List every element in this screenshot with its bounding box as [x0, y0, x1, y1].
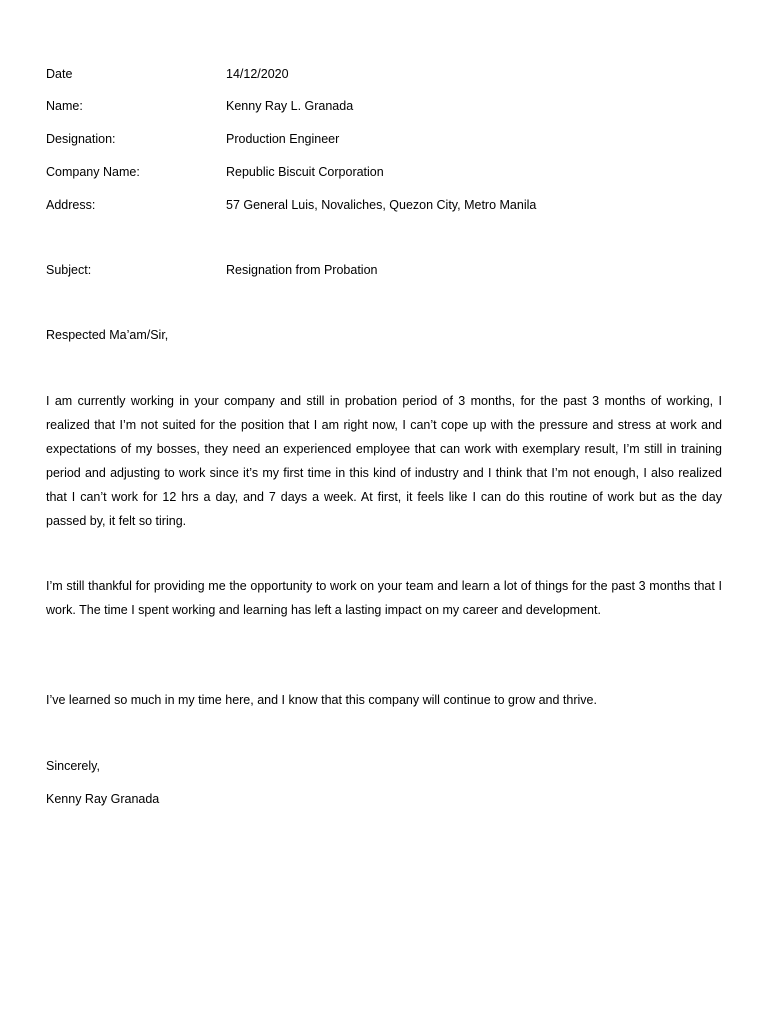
- body-paragraph-2: I’m still thankful for providing me the opportunity to work on your team and learn a lot of things for the past 3 months that I work. The time I spent working and learning has left a lasting impact on my career and development.: [46, 579, 722, 617]
- company-name-label: Company Name:: [46, 165, 140, 179]
- name-row: [46, 97, 726, 115]
- designation-row: [46, 130, 726, 148]
- date-value: 14/12/2020: [226, 67, 289, 81]
- subject-row: [46, 261, 726, 279]
- address-row: [46, 196, 726, 214]
- signature-name: Kenny Ray Granada: [46, 792, 160, 806]
- salutation: Respected Ma’am/Sir,: [46, 328, 169, 342]
- designation-value: Production Engineer: [226, 132, 340, 146]
- body-paragraph-3: I’ve learned so much in my time here, and I know that this company will continue to grow and thrive.: [46, 693, 597, 707]
- subject-label: Subject:: [46, 263, 92, 277]
- name-value: Kenny Ray L. Granada: [226, 99, 354, 113]
- designation-label: Designation:: [46, 132, 116, 146]
- date-row: [46, 65, 726, 83]
- company-name-row: [46, 163, 726, 181]
- closing: Sincerely,: [46, 759, 100, 773]
- subject-value: Resignation from Probation: [226, 263, 378, 277]
- date-label: Date: [46, 67, 73, 81]
- company-name-value: Republic Biscuit Corporation: [226, 165, 384, 179]
- address-label: Address:: [46, 198, 96, 212]
- name-label: Name:: [46, 99, 83, 113]
- address-value: 57 General Luis, Novaliches, Quezon City, Metro Manila: [226, 198, 537, 212]
- body-paragraph-1: I am currently working in your company and still in probation period of 3 months, for the past 3 months of working, I realized that I’m not suited for the position that I am right now, I can’t cope up with the pressure and stress at work and expectations of my bosses, they need an experienced employee that can work with exemplary result, I’m still in training period and adjusting to work since it’s my first time in this kind of industry and I think that I’m not enough, I also realized that I can’t work for 12 hrs a day, and 7 days a week. At first, it feels like I can do this routine of work but as the day passed by, it felt so tiring.: [46, 394, 722, 528]
